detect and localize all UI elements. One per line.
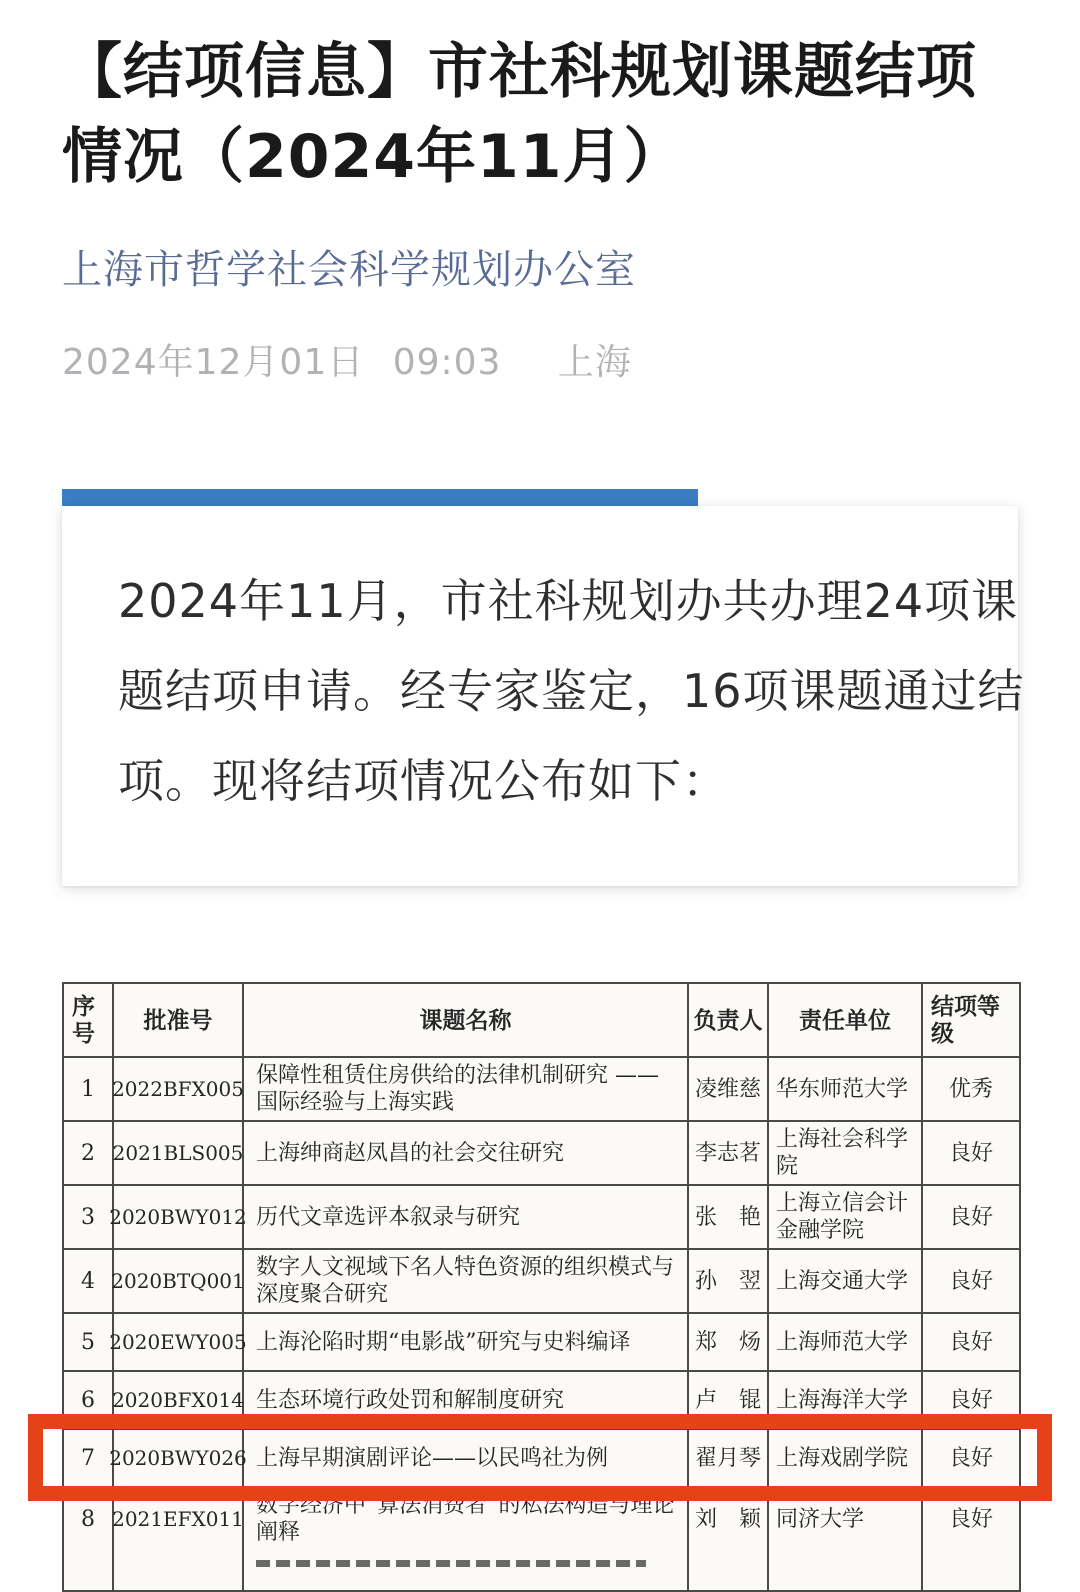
results-table-rows	[64, 1058, 1019, 1550]
cell-grade: 良好	[948, 1329, 993, 1355]
intro-text-line-3: 项。现将结项情况公布如下：	[118, 754, 729, 808]
cell-title: 数字人文视域下名人特色资源的组织模式与深度聚合研究	[244, 1250, 689, 1312]
cell-leader: 张 艳	[689, 1186, 769, 1248]
header-cell-seq: 序号	[64, 984, 114, 1056]
cell-leader: 凌维慈	[689, 1058, 769, 1120]
table-row	[64, 1372, 1019, 1430]
intro-card	[62, 506, 1025, 886]
cell-unit: 华东师范大学	[769, 1058, 923, 1120]
cell-grade: 良好	[948, 1268, 993, 1294]
table-row	[64, 1186, 1019, 1250]
cell-grade: 良好	[948, 1445, 993, 1471]
table-row	[64, 1488, 1019, 1550]
publish-location: 上海	[557, 342, 632, 383]
results-table-wrap	[62, 982, 1020, 1592]
cell-title: 保障性租赁住房供给的法律机制研究 ——国际经验与上海实践	[244, 1058, 689, 1120]
cell-seq: 7	[64, 1430, 114, 1486]
cell-code: 2020BTQ001	[114, 1250, 244, 1312]
cell-title: 历代文章选评本叙录与研究	[244, 1186, 689, 1248]
intro-text-line-2: 题结项申请。经专家鉴定，16项课题通过结	[118, 664, 1025, 718]
cell-seq: 4	[64, 1250, 114, 1312]
cell-code: 2021BLS005	[114, 1122, 244, 1184]
table-row	[64, 1122, 1019, 1186]
table-row-partial	[64, 1550, 1019, 1590]
cell-unit: 上海师范大学	[769, 1314, 923, 1370]
cell-unit: 上海立信会计金融学院	[769, 1186, 923, 1248]
cell-title: 数字经济中“算法消费者”的私法构造与理论阐释	[244, 1488, 689, 1550]
publish-time: 09:03	[392, 342, 502, 383]
cell-title: 生态环境行政处罚和解制度研究	[244, 1372, 689, 1428]
cell-grade: 良好	[948, 1140, 993, 1166]
cell-leader: 郑 炀	[689, 1314, 769, 1370]
cell-leader: 卢 锟	[689, 1372, 769, 1428]
table-row	[64, 1058, 1019, 1122]
cell-grade: 良好	[948, 1506, 993, 1532]
cell-leader: 刘 颖	[689, 1488, 769, 1550]
cell-code: 2020EWY005	[114, 1314, 244, 1370]
cell-seq: 2	[64, 1122, 114, 1184]
cell-seq: 3	[64, 1186, 114, 1248]
cell-seq: 8	[64, 1488, 114, 1550]
header-cell-grade: 结项等级	[931, 993, 1000, 1047]
table-header-row	[64, 984, 1019, 1058]
cell-unit: 上海戏剧学院	[769, 1430, 923, 1486]
cell-leader: 翟月琴	[689, 1430, 769, 1486]
table-row	[64, 1430, 1019, 1488]
cell-leader: 孙 翌	[689, 1250, 769, 1312]
page-title-line-2: 情况（2024年11月）	[62, 122, 685, 192]
page-title-line-1: 【结项信息】市社科规划课题结项	[62, 37, 977, 107]
header-cell-unit: 责任单位	[769, 984, 923, 1056]
header-cell-title: 课题名称	[244, 984, 689, 1056]
cell-grade: 优秀	[948, 1076, 993, 1102]
page-title	[62, 30, 1020, 200]
publish-date: 2024年12月01日	[62, 342, 365, 383]
table-row	[64, 1250, 1019, 1314]
cell-seq: 6	[64, 1372, 114, 1428]
cell-seq: 5	[64, 1314, 114, 1370]
cell-unit: 上海交通大学	[769, 1250, 923, 1312]
cell-unit: 同济大学	[769, 1488, 923, 1550]
cell-code: 2020BFX014	[114, 1372, 244, 1428]
cell-code: 2021EFX011	[114, 1488, 244, 1550]
blue-accent-bar	[62, 489, 698, 506]
intro-text-line-1: 2024年11月，市社科规划办共办理24项课	[118, 574, 1019, 628]
author-link[interactable]: 上海市哲学社会科学规划办公室	[62, 247, 636, 293]
cell-code: 2022BFX005	[114, 1058, 244, 1120]
cell-grade: 良好	[948, 1387, 993, 1413]
clipped-text-sliver	[256, 1560, 646, 1567]
cell-seq: 1	[64, 1058, 114, 1120]
cell-code: 2020BWY026	[114, 1430, 244, 1486]
table-row	[64, 1314, 1019, 1372]
cell-code: 2020BWY012	[114, 1186, 244, 1248]
cell-unit: 上海社会科学院	[769, 1122, 923, 1184]
cell-title: 上海沦陷时期“电影战”研究与史料编译	[244, 1314, 689, 1370]
publish-meta	[62, 334, 1020, 385]
cell-leader: 李志茗	[689, 1122, 769, 1184]
header-cell-code: 批准号	[114, 984, 244, 1056]
cell-title: 上海绅商赵凤昌的社会交往研究	[244, 1122, 689, 1184]
header-cell-leader: 负责人	[689, 984, 769, 1056]
results-table	[62, 982, 1021, 1592]
cell-title: 上海早期演剧评论——以民鸣社为例	[244, 1430, 689, 1486]
cell-unit: 上海海洋大学	[769, 1372, 923, 1428]
cell-grade: 良好	[948, 1204, 993, 1230]
